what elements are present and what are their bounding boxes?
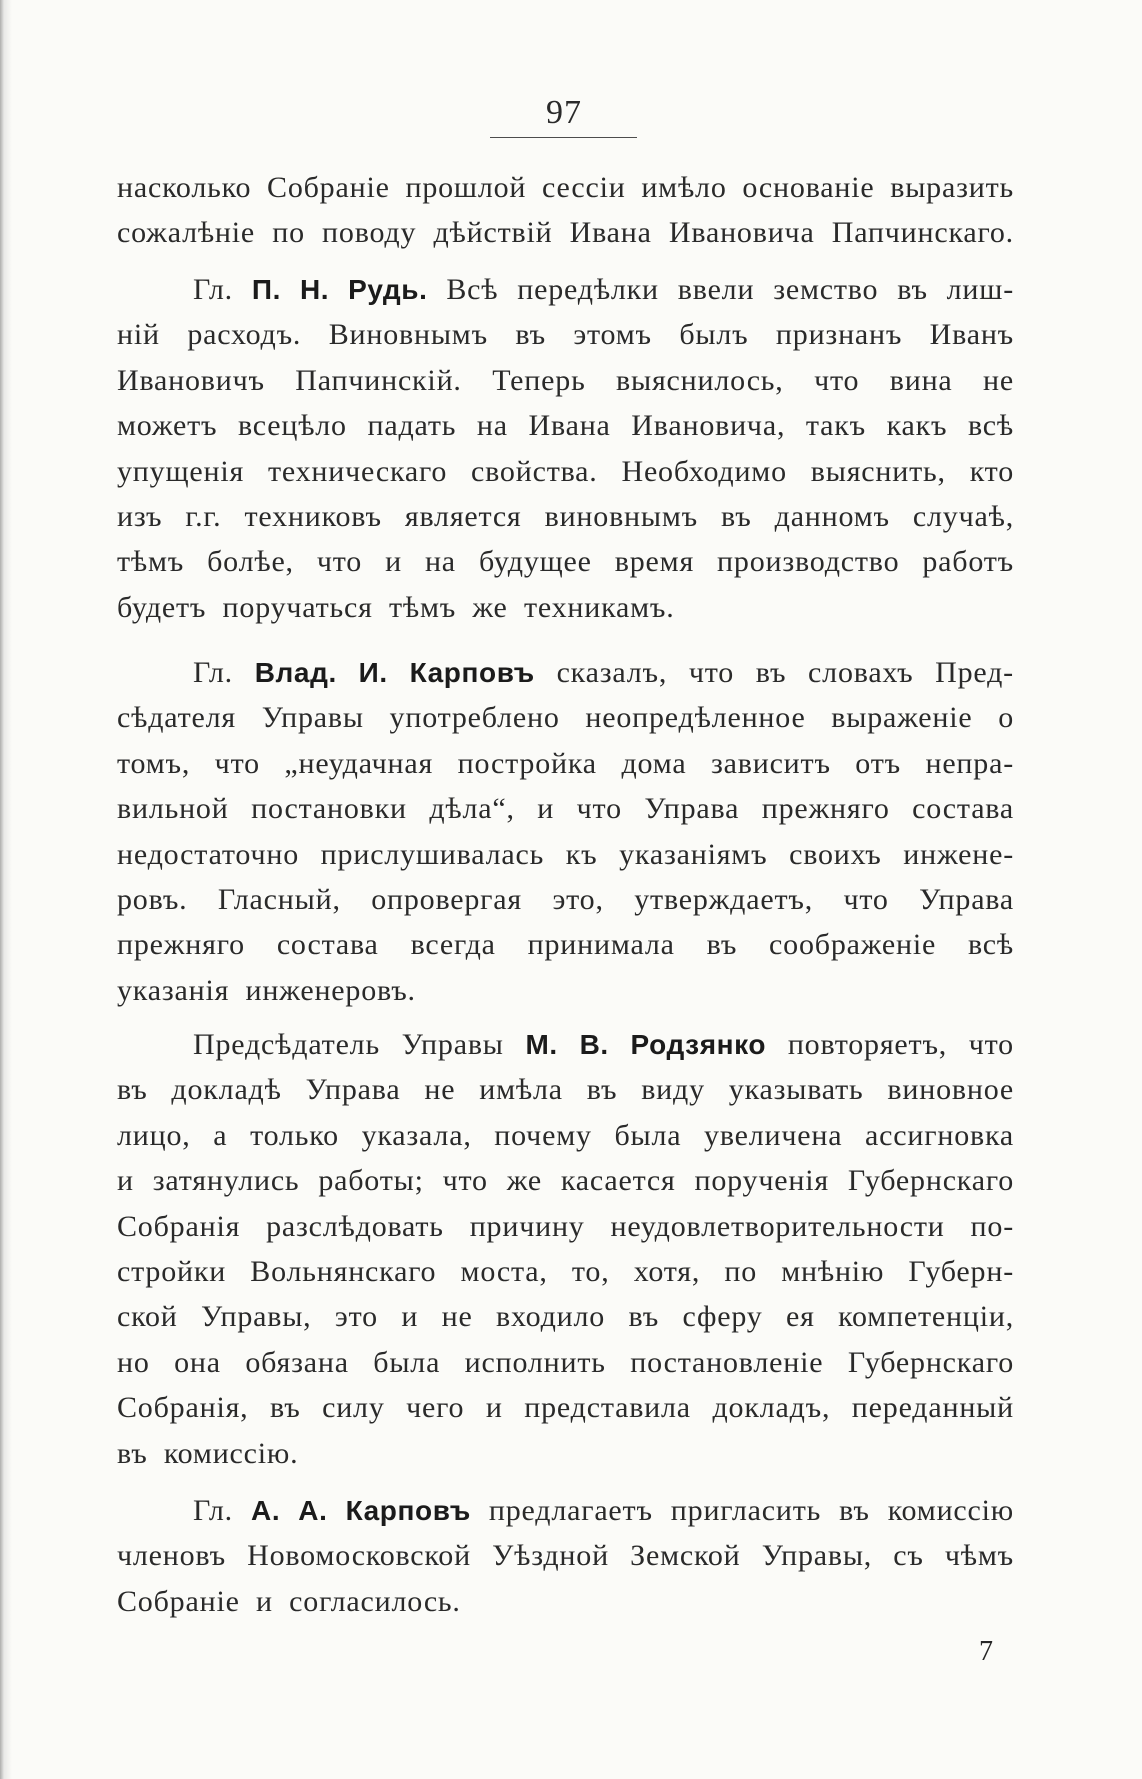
text-line: можетъ всецѣло падать на Ивана Ивановича, такъ какъ всѣ (117, 409, 1014, 443)
paragraph (117, 1022, 1014, 1476)
text-line (117, 1022, 1014, 1067)
speaker-title: Предсѣдатель Управы (193, 1028, 504, 1061)
text-line: указанія инженеровъ. (117, 973, 416, 1007)
text-line: Собраніе и согласилось. (117, 1584, 461, 1618)
paragraph (117, 1488, 1014, 1624)
paragraph (117, 267, 1014, 630)
text-line: насколько Собраніе прошлой сессіи имѣло основаніе выразить (117, 171, 1014, 204)
text-line: томъ, что „неудачная постройка дома зависитъ отъ непра- (117, 746, 1014, 780)
speaker-title: Гл. (193, 273, 233, 306)
text-line: недостаточно прислушивалась къ указаніямъ своихъ инжене- (117, 837, 1014, 871)
text-line: вильной постановки дѣла“, и что Управа прежняго состава (117, 792, 1014, 826)
speech-text: Всѣ передѣлки ввели земство въ лиш- (446, 273, 1014, 306)
text-line: сѣдателя Управы употреблено неопредѣленное выраженіе о (117, 701, 1014, 735)
text-line: въ комиссію. (117, 1436, 299, 1470)
text-line: стройки Вольнянскаго моста, то, хотя, по мнѣнію Губерн- (117, 1254, 1014, 1288)
text-line: изъ г.г. техниковъ является виновнымъ въ данномъ случаѣ, (117, 499, 1014, 533)
text-line: ровъ. Гласный, опровергая это, утверждаетъ, что Управа (117, 882, 1014, 916)
text-line: Собранія, въ силу чего и представила докладъ, переданный (117, 1391, 1014, 1425)
text-line: сожалѣніе по поводу дѣйствій Ивана Ивановича Папчинскаго. (117, 216, 1014, 250)
page-number-rule (490, 137, 637, 138)
text-line (117, 267, 1014, 312)
text-line (117, 650, 1014, 695)
text-line: Собранія разслѣдовать причину неудовлетворительности по- (117, 1209, 1014, 1243)
speaker-title: Гл. (193, 1494, 233, 1527)
text-line: но она обязана была исполнить постановленіе Губернскаго (117, 1345, 1014, 1379)
page-number: 97 (546, 94, 582, 131)
speech-text: повторяетъ, что (787, 1028, 1014, 1061)
page-edge-shadow (0, 0, 12, 1779)
text-line: тѣмъ болѣе, что и на будущее время производство работъ (117, 545, 1014, 579)
text-line: Ивановичъ Папчинскій. Теперь выяснилось, что вина не (117, 363, 1014, 397)
text-line: прежняго состава всегда принимала въ соображеніе всѣ (117, 928, 1014, 962)
text-line: лицо, а только указала, почему была увеличена ассигновка (117, 1118, 1014, 1152)
text-line: ній расходъ. Виновнымъ въ этомъ былъ признанъ Иванъ (117, 318, 1014, 352)
speaker-name: Влад. И. Карповъ (254, 657, 535, 688)
text-line: въ докладѣ Управа не имѣла въ виду указывать виновное (117, 1073, 1014, 1107)
text-line: членовъ Новомосковской Уѣздной Земской Управы, съ чѣмъ (117, 1539, 1014, 1573)
paragraph (117, 165, 1014, 256)
text-line: и затянулись работы; что же касается порученія Губернскаго (117, 1164, 1014, 1198)
paragraph (117, 650, 1014, 1013)
speaker-title: Гл. (193, 656, 233, 689)
text-line: будетъ поручаться тѣмъ же техникамъ. (117, 590, 675, 624)
text-line (117, 1488, 1014, 1533)
speech-text: предлагаетъ пригласить въ комиссію (488, 1494, 1014, 1527)
text-line: ской Управы, это и не входило въ сферу ея компетенціи, (117, 1300, 1014, 1334)
speech-text: сказалъ, что въ словахъ Пред- (556, 656, 1014, 689)
signature-mark: 7 (979, 1636, 993, 1667)
speaker-name: А. А. Карповъ (251, 1495, 471, 1526)
speaker-name: М. В. Родзянко (525, 1029, 767, 1060)
text-line: упущенія техническаго свойства. Необходимо выяснить, кто (117, 454, 1014, 488)
speaker-name: П. Н. Рудь. (251, 274, 428, 305)
